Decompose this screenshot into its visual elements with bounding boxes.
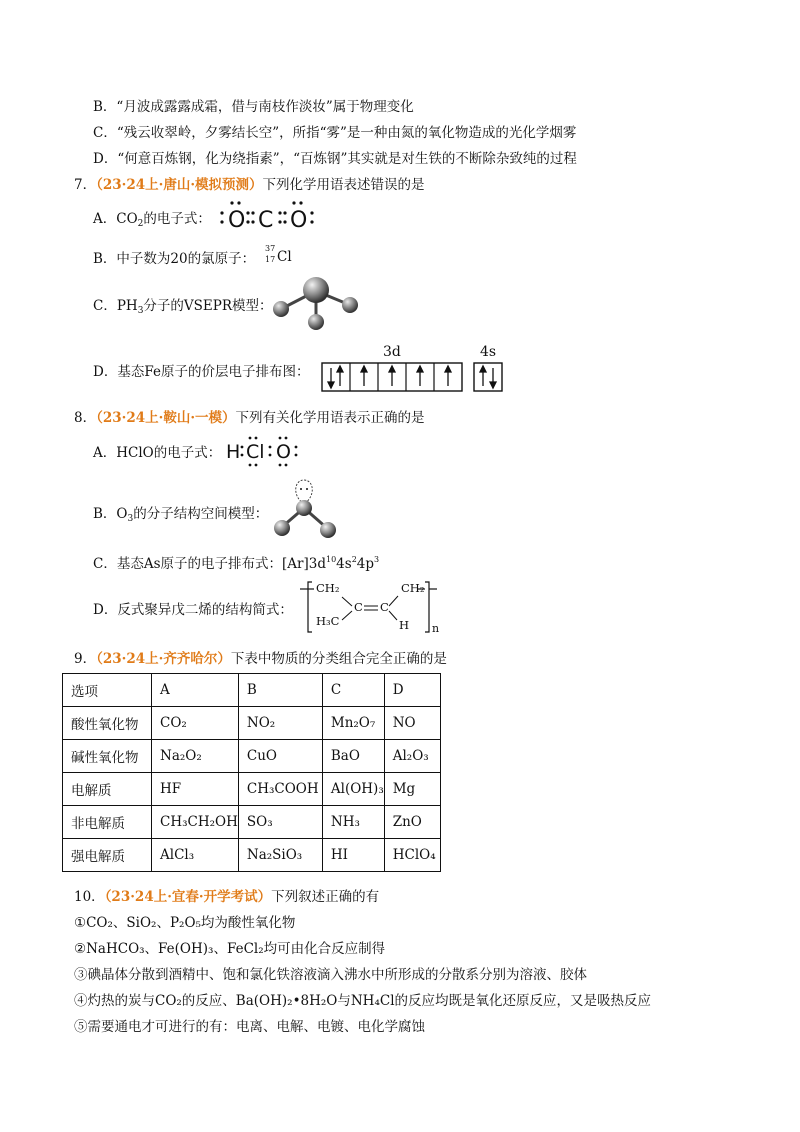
polymer-ch2-right: CH₂ <box>401 581 425 595</box>
q7-b-text: B．中子数为20的氯原子： <box>93 251 256 267</box>
q7-option-c <box>93 297 273 315</box>
o3-space-model <box>268 476 340 542</box>
q8-d-text: D．反式聚异戊二烯的结构简式： <box>93 602 293 618</box>
svg-text:C: C <box>258 208 274 233</box>
q10-item-4: ④灼热的炭与CO₂的反应、Ba(OH)₂•8H₂O与NH₄Cl的反应均既是氧化还原反应，又是吸热反应 <box>74 993 652 1009</box>
trans-polyisoprene-structure <box>300 580 450 636</box>
q10-item-3: ③碘晶体分散到酒精中、饱和氯化铁溶液滴入沸水中所形成的分散系分别为溶液、胶体 <box>74 967 587 983</box>
q10-number: 10． <box>74 889 105 905</box>
co2-electron-dot-diagram <box>212 198 322 234</box>
ph3-vsepr-model <box>268 272 364 334</box>
classification-table <box>62 673 441 872</box>
q8-b-suffix: 的分子结构空间模型： <box>133 506 269 522</box>
q8-c-sup-10: 10 <box>325 555 337 564</box>
q8-b-sub: 3 <box>127 514 134 524</box>
q8-source: （23·24上·鞍山·一模） <box>96 410 236 426</box>
q8-question: 下列有关化学用语表示正确的是 <box>235 410 425 426</box>
q8-b-prefix: B．O <box>93 506 128 522</box>
table-row <box>63 773 441 806</box>
svg-text:O: O <box>290 208 308 233</box>
table-header-cell: C <box>322 674 384 707</box>
isotope-atomic-number: 17 <box>265 255 276 264</box>
table-cell: 非电解质 <box>63 806 152 839</box>
q7-question: 下列化学用语表述错误的是 <box>262 177 425 193</box>
polymer-repeat-n: n <box>432 622 440 635</box>
table-cell: NH₃ <box>322 806 384 839</box>
q9-question: 下表中物质的分类组合完全正确的是 <box>230 651 447 667</box>
q10-source: （23·24上·宜春·开学考试） <box>104 889 272 905</box>
svg-text:O: O <box>228 208 246 233</box>
fe-orbital-diagram <box>320 361 506 393</box>
table-cell: HClO₄ <box>384 839 440 872</box>
q7-option-d <box>93 363 309 381</box>
table-cell: Na₂O₂ <box>152 740 239 773</box>
q8-c-4s: 4s <box>336 556 352 572</box>
svg-text:Cl: Cl <box>246 441 265 463</box>
table-cell: NO₂ <box>238 707 322 740</box>
q7-source: （23·24上·唐山·模拟预测） <box>96 177 263 193</box>
q10-item-5: ⑤需要通电才可进行的有：电离、电解、电镀、电化学腐蚀 <box>74 1019 425 1035</box>
q7-option-b <box>93 250 255 268</box>
q7-a-suffix: 的电子式： <box>143 211 211 227</box>
polymer-carbon-left: C <box>354 600 363 614</box>
table-cell: HI <box>322 839 384 872</box>
table-cell: 强电解质 <box>63 839 152 872</box>
isotope-mass-number: 37 <box>265 244 276 253</box>
table-row <box>63 707 441 740</box>
q8-option-c <box>93 555 379 573</box>
q8-stem <box>74 409 425 427</box>
table-cell: HF <box>152 773 239 806</box>
table-cell: 电解质 <box>63 773 152 806</box>
table-header-cell: A <box>152 674 239 707</box>
q8-a-text: A．HClO的电子式： <box>93 445 222 461</box>
q9-stem <box>74 650 447 668</box>
table-header-cell: 选项 <box>63 674 152 707</box>
table-cell: CH₃CH₂OH <box>152 806 239 839</box>
table-cell: Na₂SiO₃ <box>238 839 322 872</box>
q6-option-c: C．“残云收翠岭，夕雾结长空”，所指“雾”是一种由氮的氧化物造成的光化学烟雾 <box>93 125 577 141</box>
q7-c-suffix: 分子的VSEPR模型： <box>143 298 273 314</box>
polymer-ch2-left: CH₂ <box>316 581 340 595</box>
svg-text:H: H <box>226 441 241 463</box>
table-header-cell: D <box>384 674 440 707</box>
table-header-cell: B <box>238 674 322 707</box>
table-cell: Al₂O₃ <box>384 740 440 773</box>
q8-option-a <box>93 444 221 462</box>
q10-stem <box>74 888 379 906</box>
q10-item-2: ②NaHCO₃、Fe(OH)₃、FeCl₂均可由化合反应制得 <box>74 941 386 957</box>
table-cell: BaO <box>322 740 384 773</box>
q8-c-sup-3: 3 <box>374 555 380 564</box>
table-row <box>63 839 441 872</box>
table-cell: Al(OH)₃ <box>322 773 384 806</box>
polymer-methyl: H₃C <box>316 614 340 628</box>
table-cell: Mg <box>384 773 440 806</box>
table-cell: SO₃ <box>238 806 322 839</box>
polymer-carbon-right: C <box>380 600 389 614</box>
chlorine-isotope-notation <box>262 244 302 270</box>
orbital-4s-box <box>474 363 502 391</box>
table-cell: 酸性氧化物 <box>63 707 152 740</box>
svg-text:O: O <box>276 441 291 463</box>
q7-a-prefix: A．CO <box>93 211 138 227</box>
q8-c-text: C．基态As原子的电子排布式：[Ar]3d <box>93 556 326 572</box>
q10-question: 下列叙述正确的有 <box>271 889 380 905</box>
q9-number: 9． <box>74 651 97 667</box>
table-cell: Mn₂O₇ <box>322 707 384 740</box>
q10-item-1: ①CO₂、SiO₂、P₂O₅均为酸性氧化物 <box>74 915 296 931</box>
q7-stem <box>74 176 425 194</box>
hclo-electron-dot-diagram <box>224 434 304 468</box>
q7-c-prefix: C．PH <box>93 298 138 314</box>
table-cell: CO₂ <box>152 707 239 740</box>
q7-option-a <box>93 210 211 228</box>
table-row <box>63 806 441 839</box>
q8-c-sup-2: 2 <box>351 555 357 564</box>
table-cell: 碱性氧化物 <box>63 740 152 773</box>
table-cell: AlCl₃ <box>152 839 239 872</box>
orbital-label-3d: 3d <box>383 344 401 360</box>
q7-d-text: D．基态Fe原子的价层电子排布图： <box>93 364 310 380</box>
q7-c-sub: 3 <box>137 306 144 316</box>
table-cell: NO <box>384 707 440 740</box>
q6-option-d: D．“何意百炼钢，化为绕指素”，“百炼钢”其实就是对生铁的不断除杂致纯的过程 <box>93 151 577 167</box>
isotope-symbol: Cl <box>277 249 292 265</box>
q7-number: 7． <box>74 177 97 193</box>
table-cell: CuO <box>238 740 322 773</box>
q8-c-4p: 4p <box>356 556 375 572</box>
q7-a-sub: 2 <box>137 219 144 229</box>
table-cell: ZnO <box>384 806 440 839</box>
table-cell: CH₃COOH <box>238 773 322 806</box>
polymer-hydrogen: H <box>399 618 410 632</box>
q8-option-d <box>93 601 293 619</box>
q6-option-b: B．“月波成露露成霜，借与南枝作淡妆”属于物理变化 <box>93 99 414 115</box>
orbital-label-4s: 4s <box>480 344 497 360</box>
table-row <box>63 740 441 773</box>
q8-option-b <box>93 505 268 523</box>
table-header-row <box>63 674 441 707</box>
q8-number: 8． <box>74 410 97 426</box>
q9-source: （23·24上·齐齐哈尔） <box>96 651 231 667</box>
